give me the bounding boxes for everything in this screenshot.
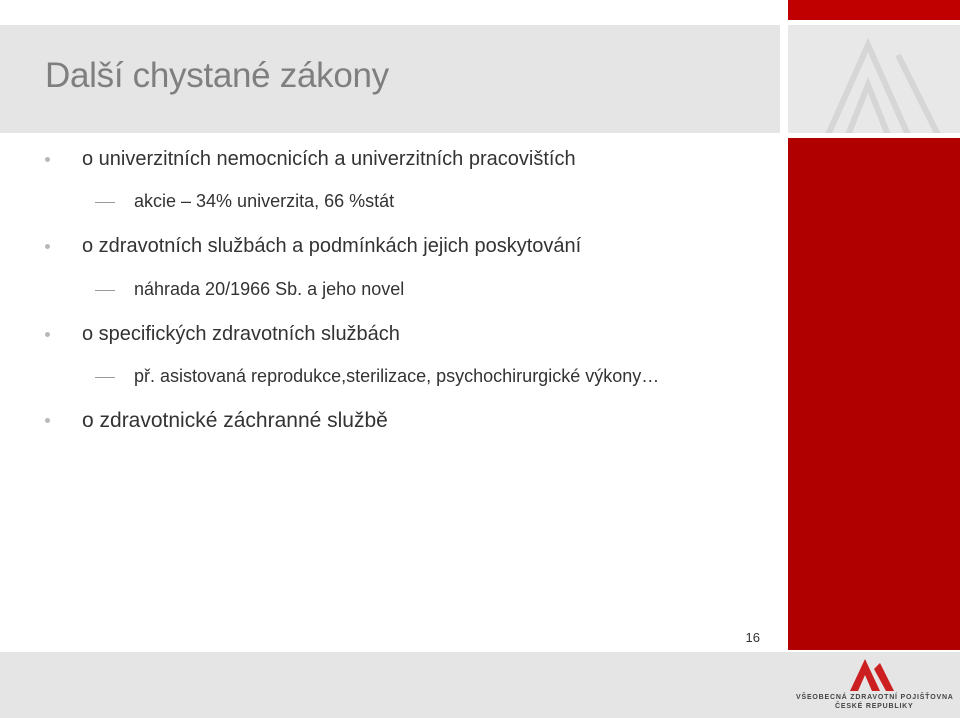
list-item-text: o zdravotních službách a podmínkách jejich poskytování xyxy=(82,235,582,257)
logo-text-line2: ČESKÉ REPUBLIKY xyxy=(835,703,914,710)
sub-list-item-text: př. asistovaná reprodukce,sterilizace, psychochirurgické výkony… xyxy=(134,366,660,386)
red-side-panel xyxy=(788,138,960,650)
dash-icon xyxy=(95,290,115,291)
slide-title: Další chystané zákony xyxy=(45,56,389,95)
watermark-panel xyxy=(788,25,960,133)
sub-list-item-text: náhrada 20/1966 Sb. a jeho novel xyxy=(134,279,405,299)
list-item-text: o specifických zdravotních službách xyxy=(82,323,400,345)
bullet-dot-icon xyxy=(45,157,50,162)
dash-icon xyxy=(95,377,115,378)
bullet-dot-icon xyxy=(45,244,50,249)
red-top-bar xyxy=(788,0,960,20)
vzp-watermark-icon xyxy=(788,25,960,133)
logo-text-line1: VŠEOBECNÁ ZDRAVOTNÍ POJIŠŤOVNA xyxy=(796,694,954,701)
bullet-dot-icon xyxy=(45,332,50,337)
list-item-text: o univerzitních nemocnicích a univerzitních pracovištích xyxy=(82,148,576,170)
bullet-dot-icon xyxy=(45,418,50,423)
dash-icon xyxy=(95,202,115,203)
sub-list-item-text: akcie – 34% univerzita, 66 %stát xyxy=(134,191,395,211)
page-number: 16 xyxy=(745,630,760,645)
list-item-text: o zdravotnické záchranné službě xyxy=(82,409,388,432)
